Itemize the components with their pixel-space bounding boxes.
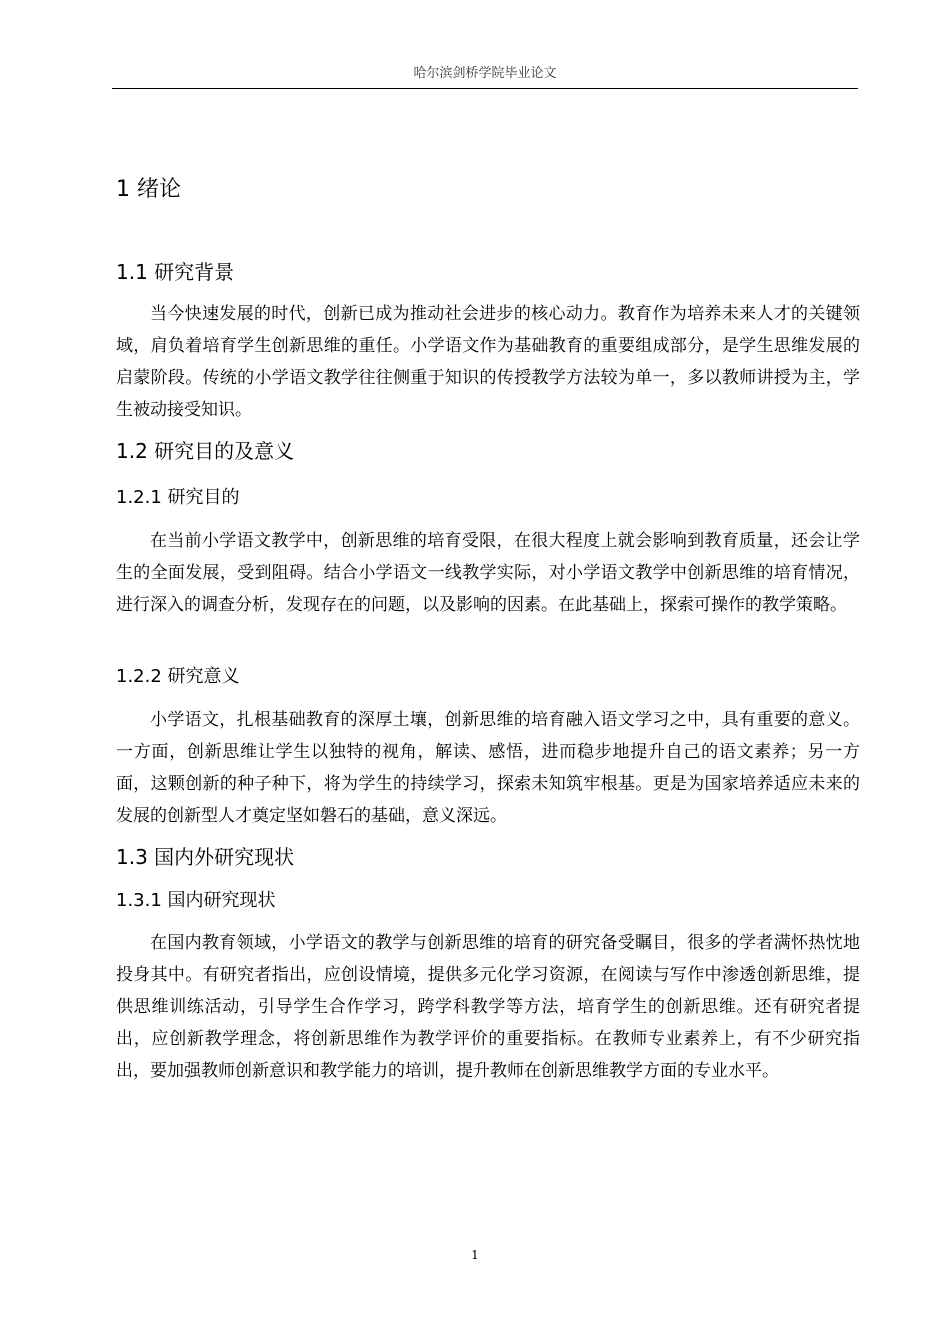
section-title-1-2-1: 1.2.1 研究目的 [116, 487, 240, 508]
header-title: 哈尔滨剑桥学院毕业论文 [413, 66, 557, 81]
page-header [112, 64, 858, 89]
paragraph-1-2-2: 小学语文，扎根基础教育的深厚土壤，创新思维的培育融入语文学习之中，具有重要的意义。一方面，创新思维让学生以独特的视角，解读、感悟，进而稳步地提升自己的语文素养；另一方面，这颗创新的种子种下，将为学生的持续学习，探索未知筑牢根基。更是为国家培养适应未来的发展的创新型人才奠定坚如磐石的基础，意义深远。 [116, 710, 860, 826]
section-title-1-1: 1.1 研究背景 [116, 260, 235, 284]
chapter-title: 1 绪论 [116, 177, 181, 202]
section-title-1-3-1: 1.3.1 国内研究现状 [116, 890, 276, 911]
page-number: 1 [471, 1248, 479, 1262]
section-title-1-2-2: 1.2.2 研究意义 [116, 666, 240, 687]
paragraph-1-3-1: 在国内教育领域，小学语文的教学与创新思维的培育的研究备受瞩目，很多的学者满怀热忱地投身其中。有研究者指出，应创设情境，提供多元化学习资源，在阅读与写作中渗透创新思维，提供思维训练活动，引导学生合作学习，跨学科教学等方法，培育学生的创新思维。还有研究者提出，应创新教学理念，将创新思维作为教学评价的重要指标。在教师专业素养上，有不少研究指出，要加强教师创新意识和教学能力的培训，提升教师在创新思维教学方面的专业水平。 [116, 933, 860, 1081]
paragraph-1-1: 当今快速发展的时代，创新已成为推动社会进步的核心动力。教育作为培养未来人才的关键领域，肩负着培育学生创新思维的重任。小学语文作为基础教育的重要组成部分，是学生思维发展的启蒙阶段。传统的小学语文教学往往侧重于知识的传授教学方法较为单一，多以教师讲授为主，学生被动接受知识。 [116, 304, 860, 420]
section-title-1-2: 1.2 研究目的及意义 [116, 439, 295, 463]
section-title-1-3: 1.3 国内外研究现状 [116, 845, 295, 869]
paragraph-1-2-1: 在当前小学语文教学中，创新思维的培育受限，在很大程度上就会影响到教育质量，还会让学生的全面发展，受到阻碍。结合小学语文一线教学实际，对小学语文教学中创新思维的培育情况，进行深入的调查分析，发现存在的问题，以及影响的因素。在此基础上，探索可操作的教学策略。 [116, 531, 860, 615]
